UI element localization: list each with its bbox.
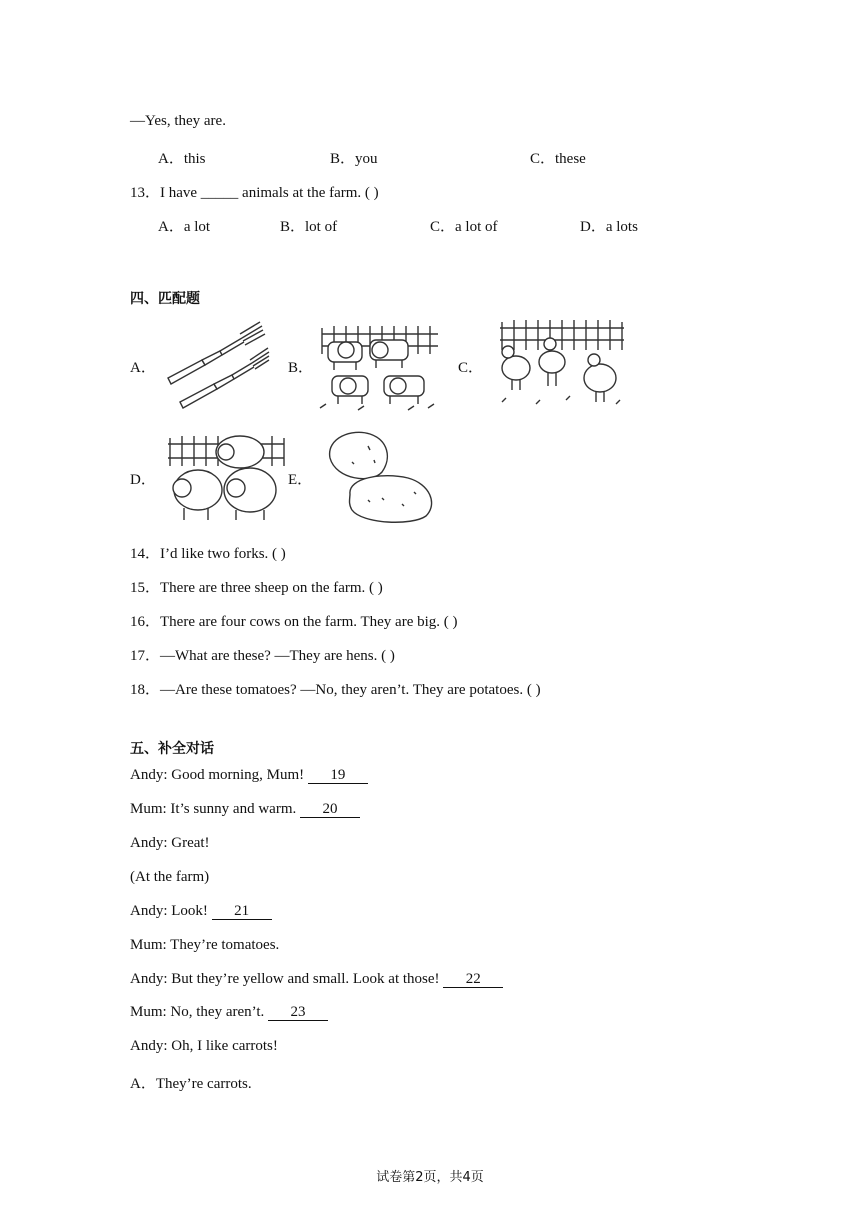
dialogue-text: Andy: Look! (130, 903, 212, 919)
q16: 16．There are four cows on the farm. They are big. ( ) (130, 614, 458, 630)
dialogue-text: Mum: No, they aren’t. (130, 1004, 269, 1020)
dialogue-line (130, 801, 360, 818)
cows-icon (318, 320, 442, 417)
image-label-d: D． (130, 472, 156, 488)
q13-question: 13．I have _____ animals at the farm. ( ) (130, 185, 379, 201)
q17: 17．—What are these? —They are hens. ( ) (130, 648, 395, 664)
q12-option-c[interactable]: C．these (530, 151, 586, 167)
forks-icon (162, 318, 270, 415)
q12-option-a[interactable]: A．this (158, 151, 206, 167)
potatoes-icon (322, 428, 436, 531)
blank-20[interactable]: 20 (300, 801, 360, 818)
dialogue-line: Andy: Oh, I like carrots! (130, 1038, 278, 1054)
blank-23[interactable]: 23 (268, 1004, 328, 1021)
q13-option-c[interactable]: C．a lot of (430, 219, 498, 235)
image-label-e: E． (288, 472, 313, 488)
dialogue-line (130, 903, 272, 920)
page-footer: 试卷第2页，共4页 (376, 1170, 484, 1185)
blank-22[interactable]: 22 (443, 971, 503, 988)
answer-option-a[interactable]: A．They’re carrots. (130, 1076, 252, 1092)
q12-answer-line: —Yes, they are. (130, 113, 226, 129)
q13-option-d[interactable]: D．a lots (580, 219, 638, 235)
dialogue-line: (At the farm) (130, 869, 210, 885)
hens-icon (496, 316, 628, 415)
section5-title: 五、补全对话 (130, 741, 214, 757)
section4-title: 四、匹配题 (130, 291, 200, 307)
blank-21[interactable]: 21 (212, 903, 272, 920)
q18: 18．—Are these tomatoes? —No, they aren’t. They are potatoes. ( ) (130, 682, 541, 698)
dialogue-text: Mum: It’s sunny and warm. (130, 801, 300, 817)
image-label-c: C． (458, 360, 484, 376)
sheep-icon (164, 432, 286, 529)
dialogue-line (130, 971, 503, 988)
dialogue-line (130, 767, 368, 784)
blank-19[interactable]: 19 (308, 767, 368, 784)
q13-option-a[interactable]: A．a lot (158, 219, 211, 235)
dialogue-text: Andy: Good morning, Mum! (130, 767, 308, 783)
dialogue-text: Andy: But they’re yellow and small. Look at those! (130, 971, 444, 987)
q13-option-b[interactable]: B．lot of (280, 219, 338, 235)
q12-option-b[interactable]: B．you (330, 151, 378, 167)
q14: 14．I’d like two forks. ( ) (130, 546, 286, 562)
dialogue-line: Andy: Great! (130, 835, 210, 851)
image-label-b: B． (288, 360, 314, 376)
image-label-a: A． (130, 360, 156, 376)
dialogue-line (130, 1004, 328, 1021)
dialogue-line: Mum: They’re tomatoes. (130, 937, 280, 953)
q15: 15．There are three sheep on the farm. ( ) (130, 580, 383, 596)
